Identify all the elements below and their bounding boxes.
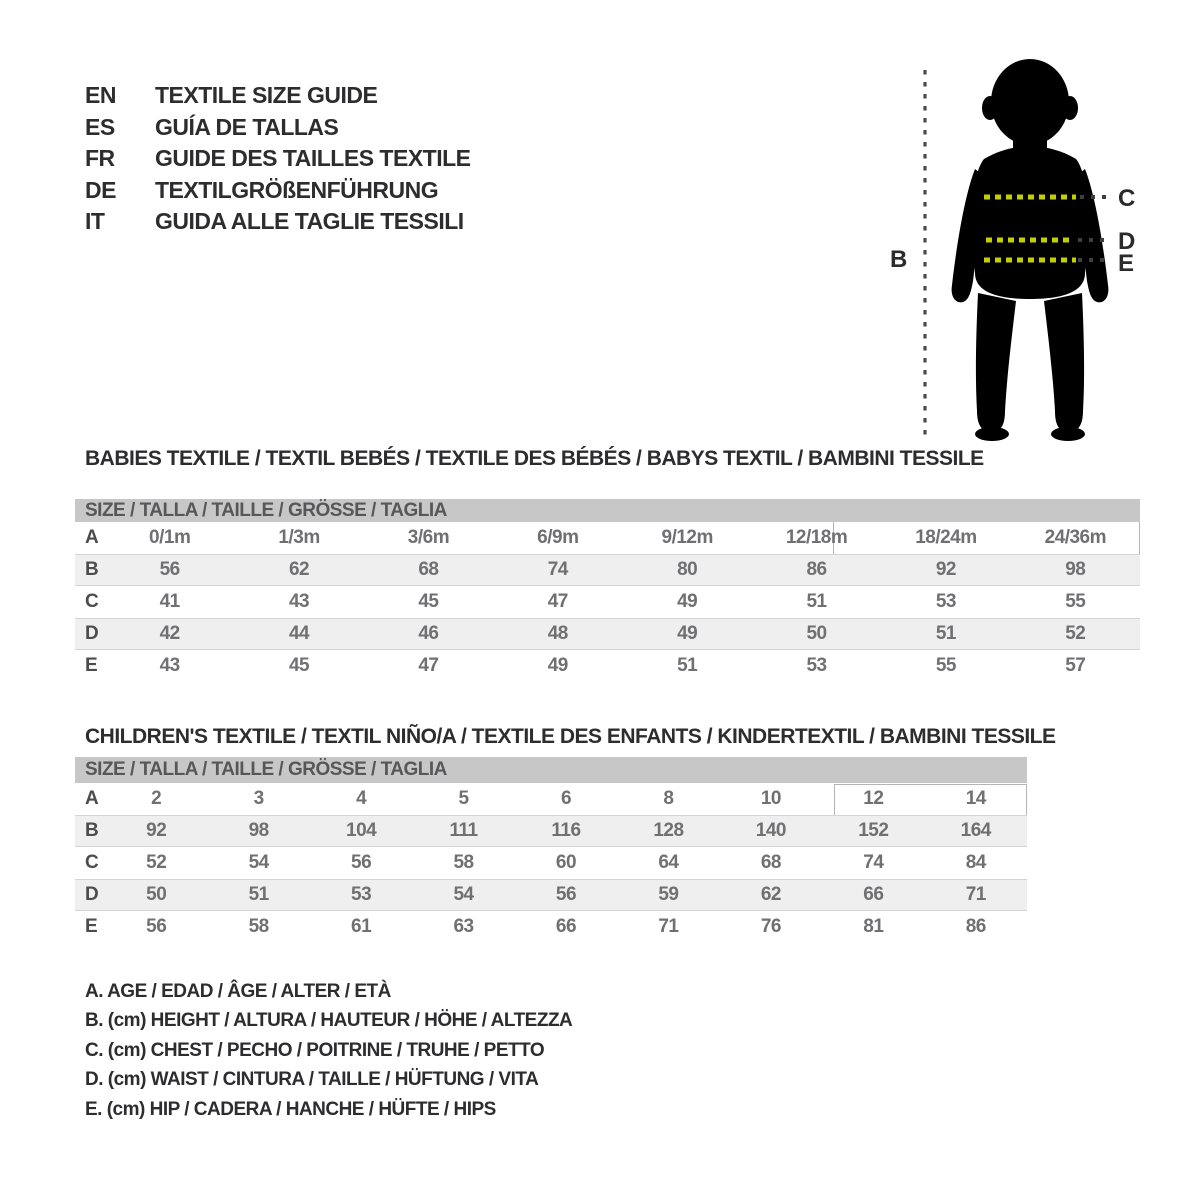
table-cell: 52 <box>1065 623 1086 644</box>
table-cell: 111 <box>449 820 478 841</box>
lang-row-fr <box>85 145 471 177</box>
lang-row-es <box>85 114 471 146</box>
children-section-heading: CHILDREN'S TEXTILE / TEXTIL NIÑO/A / TEXTILE DES ENFANTS / KINDERTEXTIL / BAMBINI TESSILE <box>85 725 1056 748</box>
table-cell: 152 <box>858 820 889 841</box>
table-cell: 56 <box>555 884 577 905</box>
table-row <box>75 618 1140 650</box>
table-cell: 47 <box>547 591 568 612</box>
lang-row-en <box>85 82 471 114</box>
table-cell: 59 <box>658 884 679 905</box>
table-cell: 50 <box>146 884 167 905</box>
table-cell: 49 <box>547 655 568 676</box>
table-cell: 8 <box>663 788 674 809</box>
row-label: B <box>85 559 99 580</box>
table-cell: 164 <box>960 820 991 841</box>
lang-code: EN <box>85 82 116 108</box>
lang-code: ES <box>85 113 115 140</box>
table-cell: 3/6m <box>407 527 450 548</box>
table-cell: 46 <box>418 623 439 644</box>
table-cell: 2 <box>151 788 162 809</box>
table-row <box>75 522 1140 554</box>
table-cell: 104 <box>346 820 377 841</box>
table-cell: 60 <box>555 852 577 873</box>
height-label: B <box>890 246 907 273</box>
lang-title: GUIDA ALLE TAGLIE TESSILI <box>155 208 464 234</box>
babies-table-rows <box>75 522 1140 682</box>
table-row <box>75 879 1027 911</box>
table-cell: 49 <box>677 591 698 612</box>
table-cell: 68 <box>418 559 439 580</box>
table-cell: 98 <box>248 820 269 841</box>
table-cell: 86 <box>806 559 827 580</box>
row-label: A <box>85 527 99 548</box>
children-table-rows <box>75 783 1027 943</box>
table-cell: 55 <box>1065 591 1086 612</box>
legend-line-chest: C. (cm) CHEST / PECHO / POITRINE / TRUHE / PETTO <box>85 1039 545 1061</box>
table-cell: 43 <box>159 655 180 676</box>
table-cell: 71 <box>658 916 679 937</box>
babies-size-table <box>75 499 1140 682</box>
table-cell: 53 <box>935 591 956 612</box>
table-cell: 12 <box>863 788 884 809</box>
table-cell: 56 <box>351 852 372 873</box>
table-cell: 71 <box>965 884 986 905</box>
table-cell: 58 <box>248 916 269 937</box>
table-row <box>75 847 1027 879</box>
table-cell: 81 <box>863 916 884 937</box>
table-cell: 0/1m <box>149 527 191 548</box>
language-title-list <box>85 82 471 240</box>
row-label: E <box>85 916 98 937</box>
table-cell: 41 <box>159 591 180 612</box>
table-row <box>75 815 1027 847</box>
hip-label: E <box>1118 250 1134 277</box>
row-label: E <box>85 655 98 676</box>
table-cell: 62 <box>760 884 781 905</box>
legend-line-waist: D. (cm) WAIST / CINTURA / TAILLE / HÜFTUNG / VITA <box>85 1069 539 1091</box>
table-cell: 56 <box>159 559 180 580</box>
table-cell: 6 <box>560 788 572 809</box>
table-cell: 98 <box>1065 559 1086 580</box>
chest-label: C <box>1118 185 1135 212</box>
table-cell: 74 <box>547 559 568 580</box>
table-cell: 56 <box>146 916 167 937</box>
table-cell: 92 <box>935 559 956 580</box>
child-silhouette-diagram <box>880 45 1200 445</box>
lang-title: TEXTILGRÖßENFÜHRUNG <box>155 176 439 203</box>
size-header-bar: SIZE / TALLA / TAILLE / GRÖSSE / TAGLIA <box>75 499 1140 522</box>
table-cell: 49 <box>677 623 698 644</box>
table-cell: 55 <box>935 655 956 676</box>
row-label: D <box>85 623 99 644</box>
row-label: A <box>85 788 99 809</box>
lang-code: FR <box>85 145 115 171</box>
table-cell: 1/3m <box>278 527 320 548</box>
table-cell: 74 <box>863 852 884 873</box>
table-cell: 54 <box>453 884 474 905</box>
children-size-table <box>75 757 1027 943</box>
table-cell: 64 <box>658 852 679 873</box>
lang-row-de <box>85 177 471 209</box>
lang-row-it <box>85 208 471 240</box>
table-cell: 51 <box>806 591 827 612</box>
table-cell: 58 <box>453 852 474 873</box>
table-cell: 42 <box>159 623 180 644</box>
table-cell: 76 <box>760 916 781 937</box>
table-cell: 47 <box>418 655 439 676</box>
table-cell: 43 <box>288 591 310 612</box>
table-cell: 51 <box>935 623 956 644</box>
lang-title: TEXTILE SIZE GUIDE <box>155 82 378 108</box>
babies-section-heading: BABIES TEXTILE / TEXTIL BEBÉS / TEXTILE DES BÉBÉS / BABYS TEXTIL / BAMBINI TESSILE <box>85 447 984 470</box>
size-header-bar: SIZE / TALLA / TAILLE / GRÖSSE / TAGLIA <box>75 757 1027 783</box>
table-cell: 14 <box>965 788 986 809</box>
table-cell: 24/36m <box>1044 527 1107 548</box>
table-cell: 4 <box>356 788 367 809</box>
table-cell: 9/12m <box>661 527 713 548</box>
legend-line-age: A. AGE / EDAD / ÂGE / ALTER / ETÀ <box>85 980 391 1002</box>
table-cell: 18/24m <box>915 527 977 548</box>
table-cell: 51 <box>248 884 269 905</box>
table-cell: 54 <box>248 852 269 873</box>
measurement-legend <box>85 977 572 1125</box>
table-cell: 53 <box>806 655 827 676</box>
table-cell: 57 <box>1065 655 1086 676</box>
lang-title: GUIDE DES TAILLES TEXTILE <box>155 145 471 171</box>
table-row <box>75 650 1140 682</box>
row-label: B <box>85 820 99 841</box>
table-cell: 128 <box>653 820 684 841</box>
table-cell: 45 <box>418 591 439 612</box>
table-cell: 92 <box>146 820 167 841</box>
legend-line-height: B. (cm) HEIGHT / ALTURA / HAUTEUR / HÖHE / ALTEZZA <box>85 1010 573 1032</box>
table-cell: 84 <box>965 852 986 873</box>
table-cell: 51 <box>677 655 698 676</box>
table-row <box>75 783 1027 815</box>
waist-label: D <box>1118 228 1135 255</box>
table-cell: 10 <box>760 788 781 809</box>
table-cell: 53 <box>351 884 372 905</box>
table-cell: 12/18m <box>785 527 848 548</box>
table-cell: 45 <box>288 655 310 676</box>
row-label: C <box>85 591 99 612</box>
table-cell: 140 <box>755 820 786 841</box>
row-label: C <box>85 852 99 873</box>
lang-code: DE <box>85 176 116 203</box>
table-cell: 63 <box>453 916 474 937</box>
table-cell: 68 <box>760 852 781 873</box>
table-cell: 61 <box>351 916 372 937</box>
table-cell: 3 <box>253 788 264 809</box>
table-row <box>75 911 1027 943</box>
table-cell: 50 <box>806 623 827 644</box>
table-row <box>75 554 1140 586</box>
table-cell: 5 <box>458 788 469 809</box>
table-cell: 116 <box>551 820 581 841</box>
table-cell: 52 <box>146 852 167 873</box>
row-label: D <box>85 884 99 905</box>
table-cell: 86 <box>965 916 986 937</box>
table-cell: 6/9m <box>537 527 579 548</box>
table-cell: 62 <box>288 559 310 580</box>
lang-code: IT <box>85 208 105 234</box>
table-cell: 66 <box>555 916 577 937</box>
lang-title: GUÍA DE TALLAS <box>155 113 339 140</box>
table-cell: 80 <box>677 559 698 580</box>
table-row <box>75 586 1140 618</box>
child-silhouette <box>952 59 1109 441</box>
table-cell: 44 <box>288 623 310 644</box>
table-cell: 48 <box>547 623 568 644</box>
table-cell: 66 <box>863 884 884 905</box>
legend-line-hip: E. (cm) HIP / CADERA / HANCHE / HÜFTE / HIPS <box>85 1098 496 1120</box>
